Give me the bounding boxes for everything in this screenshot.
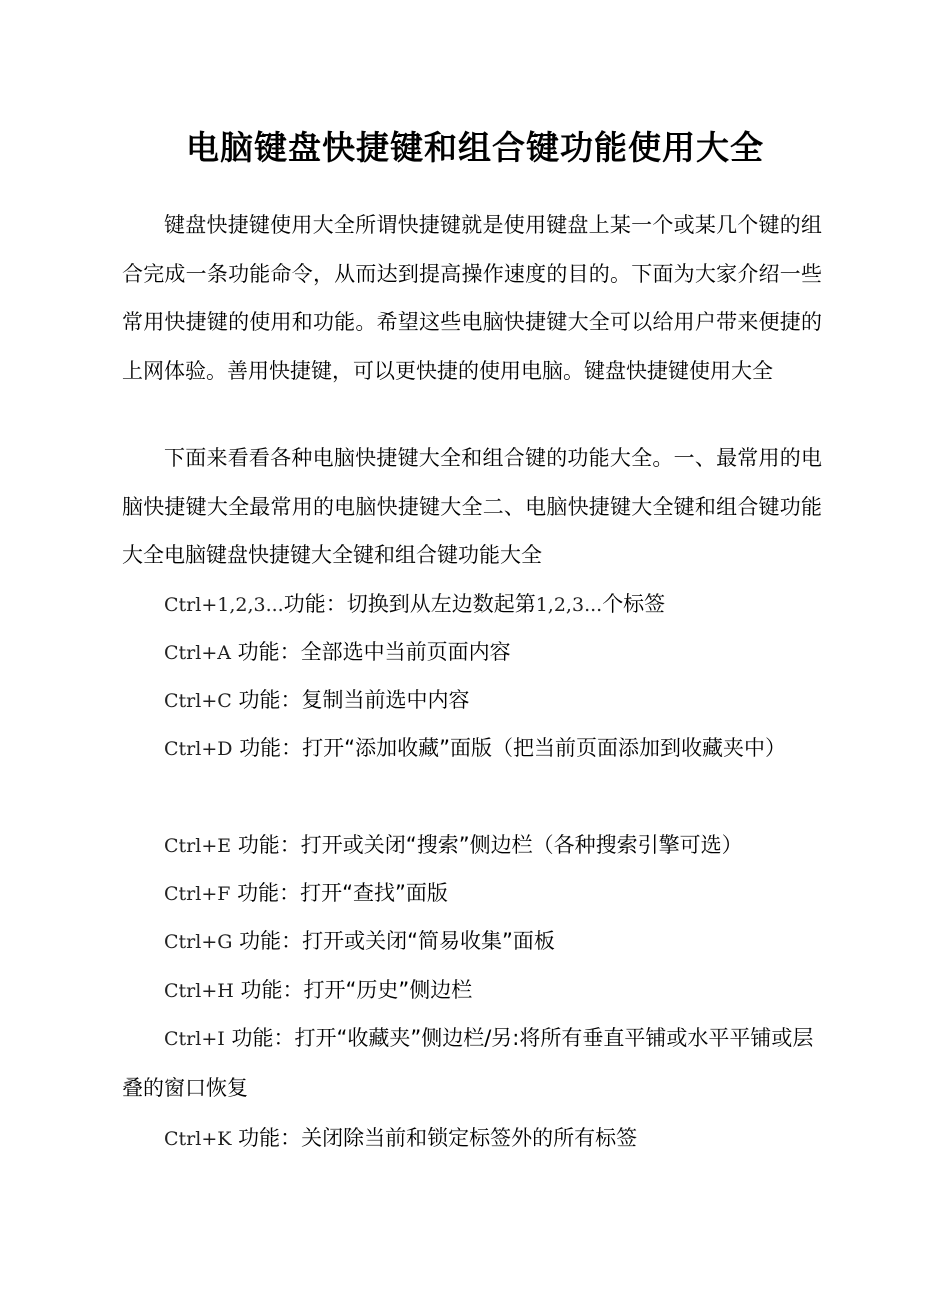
shortcut-key: Ctrl+1,2,3...	[164, 594, 284, 616]
shortcut-desc: 功能：打开或关闭“简易收集”面板	[239, 929, 555, 953]
shortcut-desc: 功能：关闭除当前和锁定标签外的所有标签	[238, 1126, 638, 1150]
overview-paragraph: 下面来看看各种电脑快捷键大全和组合键的功能大全。一、最常用的电脑快捷键大全最常用的电脑快捷键大全二、电脑快捷键大全键和组合键功能大全电脑键盘快捷键大全键和组合键功能大全	[122, 446, 822, 567]
shortcut-item-ctrl-i	[122, 1014, 822, 1112]
shortcut-key: Ctrl+H	[164, 980, 234, 1002]
shortcut-desc: 功能：打开“查找”面版	[237, 881, 448, 905]
shortcut-desc: 功能：复制当前选中内容	[238, 688, 470, 712]
shortcut-item-ctrl-f	[122, 869, 822, 919]
shortcut-key: Ctrl+D	[164, 738, 233, 760]
shortcut-key: Ctrl+I	[164, 1028, 225, 1050]
shortcut-key: Ctrl+C	[164, 690, 232, 712]
shortcut-desc: 功能：全部选中当前页面内容	[237, 640, 511, 664]
shortcut-key: Ctrl+G	[164, 931, 233, 953]
shortcut-key: Ctrl+F	[164, 883, 231, 905]
document-title: 电脑键盘快捷键和组合键功能使用大全	[186, 128, 764, 167]
shortcut-item-ctrl-h	[122, 966, 822, 1016]
shortcut-desc: 功能：打开或关闭“搜索”侧边栏（各种搜索引擎可选）	[237, 833, 743, 857]
shortcut-desc: 功能：打开“收藏夹”侧边栏/另:将所有垂直平铺或水平平铺或层叠的窗口恢复	[122, 1026, 814, 1100]
shortcut-key: Ctrl+A	[164, 642, 231, 664]
shortcut-item-ctrl-a	[122, 628, 822, 678]
shortcut-item-ctrl-g	[122, 917, 822, 967]
shortcut-key: Ctrl+K	[164, 1128, 232, 1150]
shortcut-item-ctrl-k	[122, 1114, 822, 1164]
shortcut-item-ctrl-c	[122, 676, 822, 726]
shortcut-desc: 功能：打开“历史”侧边栏	[240, 978, 473, 1002]
shortcut-item-ctrl-e	[122, 821, 822, 871]
shortcut-desc: 功能：打开“添加收藏”面版（把当前页面添加到收藏夹中）	[239, 736, 786, 760]
shortcut-suffix: 个标签	[602, 592, 666, 616]
shortcut-suffix-key: 1,2,3...	[535, 594, 603, 616]
shortcut-item-ctrl-d	[122, 724, 822, 774]
shortcut-item-ctrl-1-2-3	[122, 580, 822, 630]
shortcut-key: Ctrl+E	[164, 835, 232, 857]
intro-paragraph: 键盘快捷键使用大全所谓快捷键就是使用键盘上某一个或某几个键的组合完成一条功能命令，从而达到提高操作速度的目的。下面为大家介绍一些常用快捷键的使用和功能。希望这些电脑快捷键大全可以给用户带来便捷的上网体验。善用快捷键，可以更快捷的使用电脑。键盘快捷键使用大全	[122, 213, 822, 383]
shortcut-desc: 功能：切换到从左边数起第	[283, 592, 536, 616]
